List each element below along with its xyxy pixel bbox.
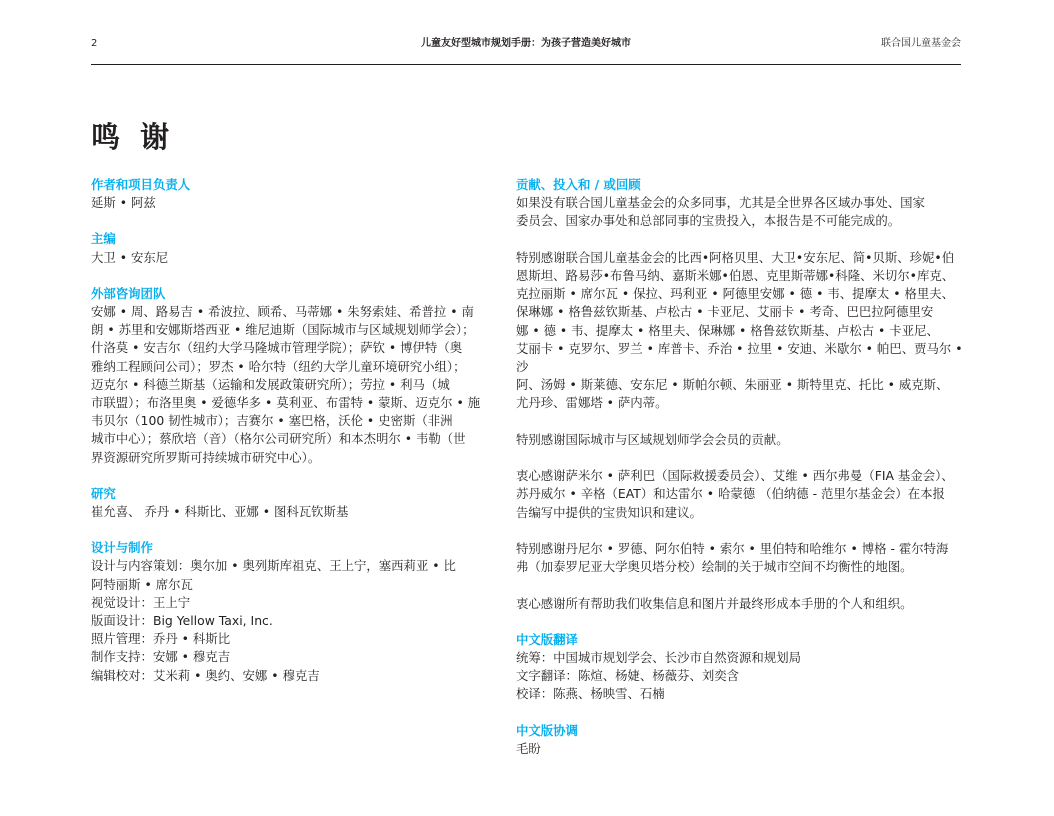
credit-line: 设计与内容策划：奥尔加 • 奥列斯库祖克、王上宁，塞西莉亚 • 比 [91,558,456,574]
credit-line: 照片管理：乔丹 • 科斯比 [91,631,231,647]
credit-line: 制作支持：安娜 • 穆克吉 [91,649,231,665]
page-title: 鸣 谢 [91,120,175,154]
section-research [91,485,485,521]
text-line: 迈克尔 • 科德兰斯基（运输和发展政策研究所）；劳拉 • 利马（城 [91,376,450,392]
text-line: 阿、汤姆 • 斯莱德、安东尼 • 斯帕尔顿、朱丽亚 • 斯特里克、托比 • 威克斯、 [516,377,949,393]
text-line: 尤丹珍、雷娜塔 • 萨内蒂。 [516,395,668,411]
text-line: 城市中心）；蔡欣培（音）（格尔公司研究所）和本杰明尔 • 韦勒（世 [91,431,466,447]
section-consultants [91,285,485,467]
credit-line: 大卫 • 安东尼 [91,249,169,265]
section-heading: 作者和项目负责人 [91,177,191,192]
credit-line: 延斯 • 阿兹 [91,195,156,211]
section-heading: 中文版翻译 [516,631,578,647]
text-line: 克拉丽斯 • 席尔瓦 • 保拉、玛利亚 • 阿德里安娜 • 德 • 韦、提摩太 • 格里夫、 [516,286,955,302]
text-line: 韦贝尔（100 韧性城市）；吉赛尔 • 塞巴格，沃伦 • 史密斯（非洲 [91,413,453,429]
header-divider [91,64,961,65]
section-authors [91,176,485,212]
text-line: 朗 • 苏里和安娜斯塔西亚 • 维尼迪斯（国际城市与区域规划师学会）； [91,322,475,338]
text-line: 雅纳工程顾问公司）；罗杰 • 哈尔特（纽约大学儿童环境研究小组）； [91,358,466,374]
text-line: 委员会、国家办事处和总部同事的宝贵投入，本报告是不可能完成的。 [516,213,901,229]
text-line: 特别感谢联合国儿童基金会的比西•阿格贝里、大卫•安东尼、简•贝斯、珍妮•伯 [516,249,955,265]
text-line: 娜 • 德 • 韦、提摩太 • 格里夫、保琳娜 • 格鲁兹钦斯基、卢松古 • 卡亚尼、 [516,322,939,338]
text-line: 什洛莫 • 安吉尔（纽约大学马隆城市管理学院）；萨钦 • 博伊特（奥 [91,340,463,356]
section-contributions [516,176,968,613]
section-heading: 研究 [91,485,116,501]
page-number: 2 [91,38,98,49]
credit-line: 视觉设计：王上宁 [91,594,191,610]
section-heading: 外部咨询团队 [91,285,166,301]
section-editor [91,230,485,266]
text-line: 衷心感谢萨米尔 • 萨利巴（国际救援委员会）、艾维 • 西尔弗曼（FIA 基金会）、 [516,468,954,484]
section-coordination [516,722,968,758]
text-line: 特别感谢国际城市与区域规划师学会会员的贡献。 [516,431,789,447]
section-heading: 主编 [91,231,116,247]
credit-line: 文字翻译：陈煊、杨婕、杨薇芬、刘奕含 [516,668,740,684]
text-line: 如果没有联合国儿童基金会的众多同事，尤其是全世界各区域办事处、国家 [516,195,925,211]
credit-line: 校译：陈燕、杨映雪、石楠 [516,686,665,702]
text-line: 告编写中提供的宝贵知识和建议。 [516,504,702,520]
text-line: 恩斯坦、路易莎•布鲁马纳、嘉斯米娜•伯恩、克里斯蒂娜•科隆、米切尔•库克、 [516,268,955,283]
document-title: 儿童友好型城市规划手册：为孩子营造美好城市 [421,38,631,49]
text-line: 保琳娜 • 格鲁兹钦斯基、卢松古 • 卡亚尼、艾丽卡 • 考奇、巴巴拉阿德里安 [516,304,934,320]
text-line: 弗（加泰罗尼亚大学奥贝塔分校）绘制的关于城市空间不均衡性的地图。 [516,559,913,575]
section-heading: 中文版协调 [516,722,578,738]
text-line: 界资源研究所罗斯可持续城市研究中心）。 [91,449,321,465]
credit-line: 毛盼 [516,740,541,756]
text-line: 艾丽卡 • 克罗尔、罗兰 • 库普卡、乔治 • 拉里 • 安迪、米歇尔 • 帕巴、贾马尔 • 沙 [516,340,963,375]
credit-line: 编辑校对：艾米莉 • 奥约、安娜 • 穆克吉 [91,667,320,683]
section-heading: 贡献、投入和 / 或回顾 [516,177,641,192]
text-line: 安娜 • 周、路易吉 • 希波拉、顾希、马蒂娜 • 朱努索娃、希普拉 • 南 [91,304,474,320]
left-column [91,176,485,703]
section-translation [516,631,968,704]
text-line: 衷心感谢所有帮助我们收集信息和图片并最终形成本手册的个人和组织。 [516,595,913,611]
text-line: 市联盟）；布洛里奥 • 爱德华多 • 莫利亚、布雷特 • 蒙斯、迈克尔 • 施 [91,395,481,411]
section-design [91,539,485,685]
page-header [91,38,961,52]
section-heading: 设计与制作 [91,540,153,556]
credit-line: 崔允喜、 乔丹 • 科斯比、亚娜 • 图科瓦钦斯基 [91,504,349,520]
credit-line: 阿特丽斯 • 席尔瓦 [91,576,193,592]
text-line: 特别感谢丹尼尔 • 罗德、阿尔伯特 • 索尔 • 里伯特和哈维尔 • 博格 - 霍尔特海 [516,541,949,556]
organization-name: 联合国儿童基金会 [881,38,961,49]
text-line: 苏丹威尔 • 辛格（EAT）和达雷尔 • 哈蒙德 （伯纳德 - 范里尔基金会）在本报 [516,486,945,502]
credit-line: 版面设计：Big Yellow Taxi, Inc. [91,613,273,629]
credit-line: 统筹：中国城市规划学会、长沙市自然资源和规划局 [516,650,801,665]
right-column [516,176,968,776]
